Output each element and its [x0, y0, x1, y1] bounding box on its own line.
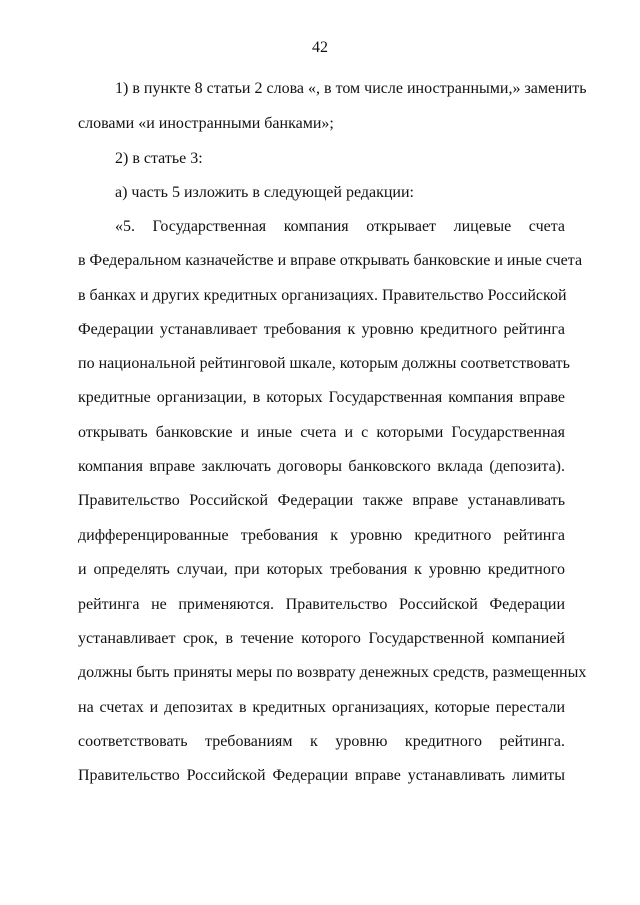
text-line: Правительство Российской Федерации вправе устанавливать лимиты	[78, 767, 565, 784]
text-line: устанавливает срок, в течение которого Государственной компанией	[78, 630, 565, 647]
text-line: компания вправе заключать договоры банковского вклада (депозита).	[78, 458, 565, 475]
text-line: в банках и других кредитных организациях. Правительство Российской	[78, 287, 567, 304]
text-line: рейтинга не применяются. Правительство Российской Федерации	[78, 596, 565, 613]
text-line: открывать банковские и иные счета и с которыми Государственная	[78, 424, 565, 441]
text-line: в Федеральном казначействе и вправе открывать банковские и иные счета	[78, 252, 583, 269]
text-line: 2) в статье 3:	[115, 150, 203, 167]
text-line: дифференцированные требования к уровню кредитного рейтинга	[78, 527, 565, 544]
text-line: на счетах и депозитах в кредитных организациях, которые перестали	[78, 699, 565, 716]
text-line: «5. Государственная компания открывает лицевые счета	[115, 218, 565, 235]
page-number: 42	[312, 39, 328, 56]
text-line: а) часть 5 изложить в следующей редакции:	[115, 184, 414, 201]
text-line: Федерации устанавливает требования к уровню кредитного рейтинга	[78, 321, 565, 338]
text-line: 1) в пункте 8 статьи 2 слова «, в том числе иностранными,» заменить	[115, 80, 587, 97]
text-line: словами «и иностранными банками»;	[78, 115, 334, 132]
text-line: Правительство Российской Федерации также вправе устанавливать	[78, 492, 565, 509]
text-line: должны быть приняты меры по возврату денежных средств, размещенных	[78, 664, 587, 681]
text-line: по национальной рейтинговой шкале, которым должны соответствовать	[78, 355, 570, 372]
text-line: и определять случаи, при которых требования к уровню кредитного	[78, 561, 565, 578]
text-line: соответствовать требованиям к уровню кредитного рейтинга.	[78, 733, 565, 750]
text-line: кредитные организации, в которых Государственная компания вправе	[78, 389, 565, 406]
